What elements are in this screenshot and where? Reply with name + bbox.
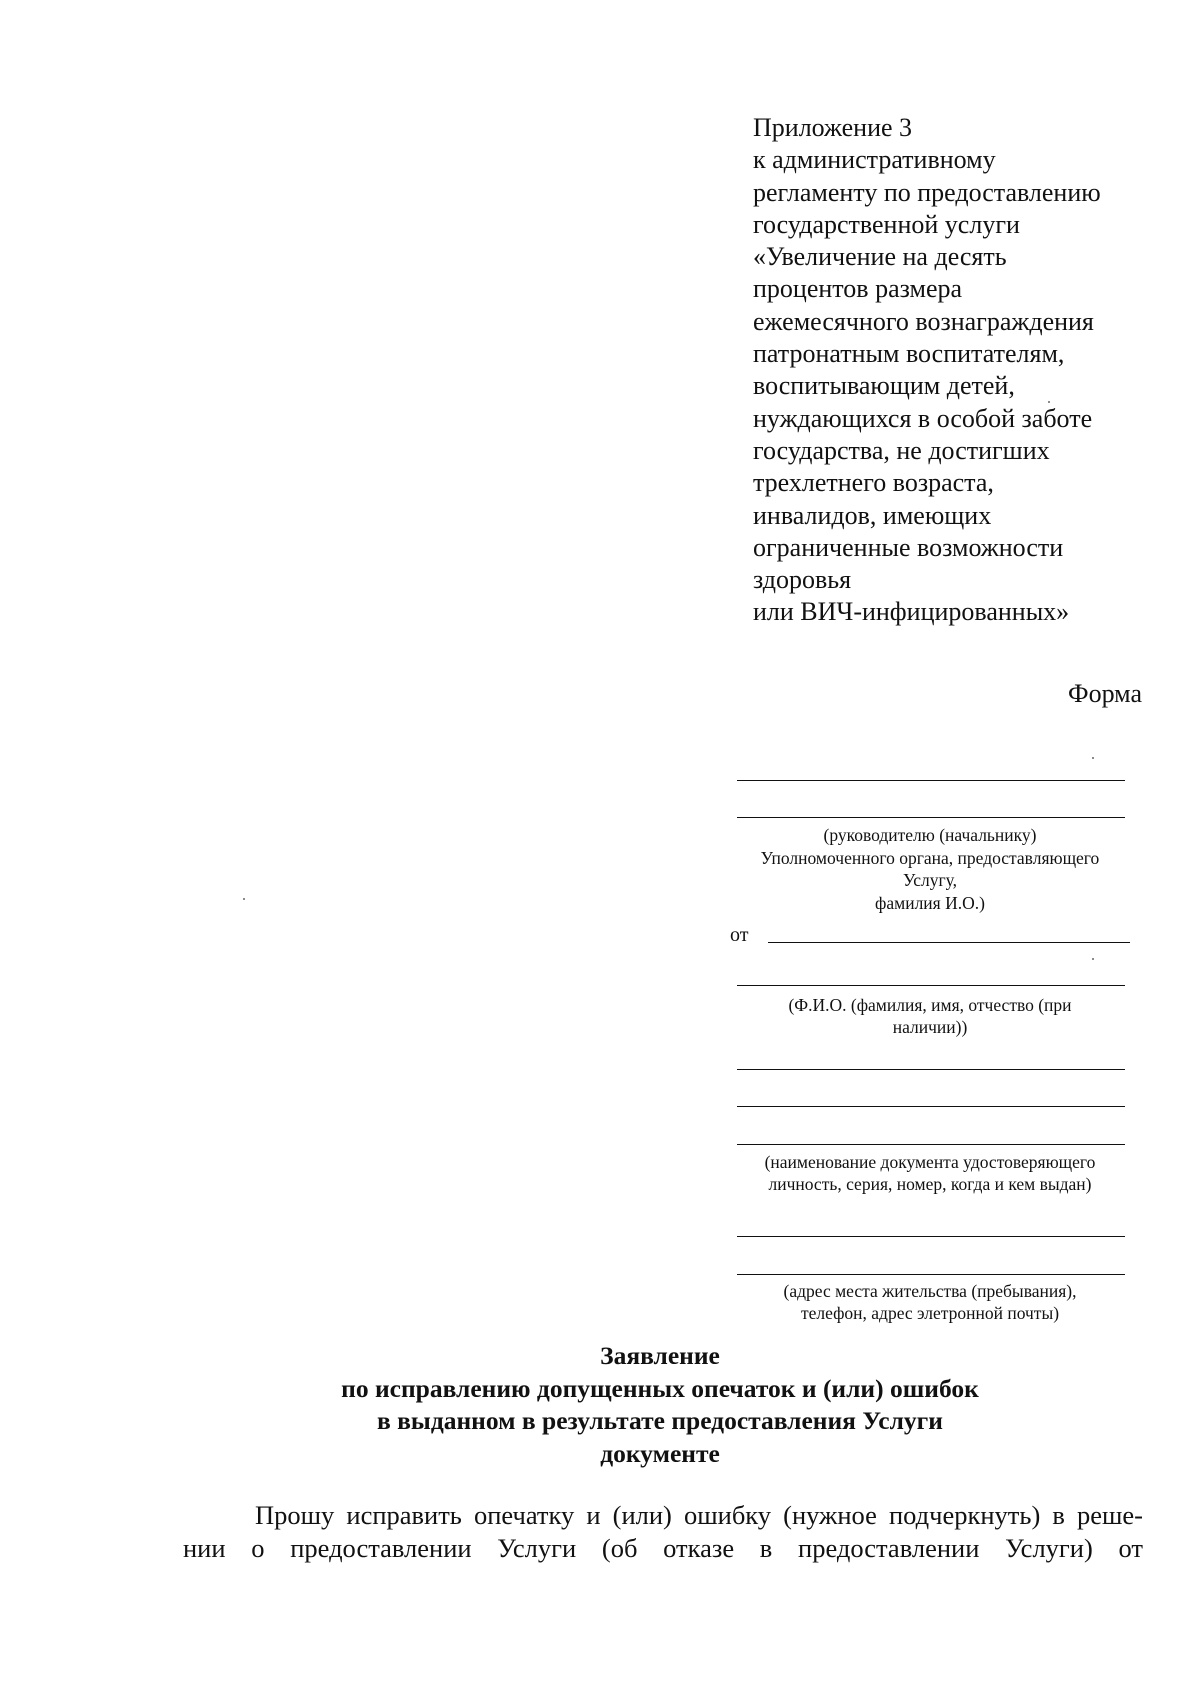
appendix-line: процентов размера — [753, 274, 963, 304]
scan-speck — [1048, 401, 1050, 403]
id-doc-line-3[interactable] — [737, 1144, 1125, 1145]
appendix-line: государственной услуги — [753, 209, 1020, 239]
id-caption — [730, 1151, 1130, 1196]
appendix-line: нуждающихся в особой заботе — [753, 403, 1093, 433]
appendix-line: здоровья — [753, 565, 852, 595]
appendix-line: ограниченные возможности — [753, 532, 1064, 562]
appendix-line: трехлетнего возраста, — [753, 468, 994, 498]
appendix-block — [753, 112, 1173, 629]
appendix-line: регламенту по предоставлению — [753, 177, 1101, 207]
head-caption-line: Услугу, — [902, 870, 958, 890]
fio-caption-line: наличии)) — [892, 1017, 968, 1037]
address-line-1[interactable] — [737, 1236, 1125, 1237]
body-line: Прошу исправить опечатку и (или) ошибку (нужное подчеркнуть) в реше- — [255, 1500, 1143, 1530]
appendix-line: инвалидов, имеющих — [753, 500, 992, 530]
id-doc-line-1[interactable] — [737, 1069, 1125, 1070]
address-caption — [730, 1280, 1130, 1325]
appendix-line: Приложение 3 — [753, 113, 913, 142]
head-caption — [730, 824, 1130, 914]
form-label: Форма — [1068, 679, 1142, 708]
from-row — [730, 924, 1130, 947]
address-caption-line: телефон, адрес элетронной почты) — [800, 1303, 1060, 1323]
appendix-line: государства, не достигших — [753, 435, 1050, 465]
appendix-line: «Увеличение на десять — [753, 242, 1007, 272]
id-caption-line: (наименование документа удостоверяющего — [764, 1151, 1096, 1172]
appendix-line: ежемесячного вознаграждения — [753, 306, 1094, 336]
head-caption-line: фамилия И.О.) — [875, 892, 985, 913]
scan-speck — [243, 898, 245, 900]
fio-caption-line: (Ф.И.О. (фамилия, имя, отчество (при — [788, 994, 1072, 1015]
id-doc-line-2[interactable] — [737, 1106, 1125, 1107]
statement-body — [183, 1499, 1143, 1565]
title-line: Заявление — [600, 1341, 720, 1370]
address-line-2[interactable] — [737, 1274, 1125, 1275]
from-label: от — [730, 924, 749, 946]
id-caption-line: личность, серия, номер, когда и кем выдан) — [768, 1174, 1092, 1194]
body-line: нии о предоставлении Услуги (об отказе в предоставлении Услуги) от — [183, 1533, 1143, 1563]
fio-caption — [730, 994, 1130, 1039]
title-line: по исправлению допущенных опечаток и (или) ошибок — [341, 1373, 979, 1403]
from-fio-line[interactable] — [768, 942, 1130, 943]
fio-line-2[interactable] — [737, 985, 1125, 986]
head-caption-line: Уполномоченного органа, предоставляющего — [760, 847, 1100, 868]
title-line: документе — [600, 1438, 720, 1468]
title-line: в выданном в результате предоставления Услуги — [377, 1406, 943, 1435]
head-caption-line: (руководителю (начальнику) — [823, 825, 1037, 845]
scan-speck — [1092, 958, 1094, 960]
address-caption-line: (адрес места жительства (пребывания), — [783, 1280, 1077, 1301]
appendix-line: патронатным воспитателям, — [753, 339, 1065, 369]
scan-speck — [1092, 757, 1094, 759]
appendix-line: к административному — [753, 145, 996, 175]
appendix-line: или ВИЧ-инфицированных» — [753, 597, 1070, 627]
statement-title — [0, 1340, 1200, 1470]
head-name-line-1[interactable] — [737, 780, 1125, 781]
head-name-line-2[interactable] — [737, 817, 1125, 818]
appendix-line: воспитывающим детей, — [753, 371, 1015, 401]
addressee-block — [730, 740, 1130, 1325]
